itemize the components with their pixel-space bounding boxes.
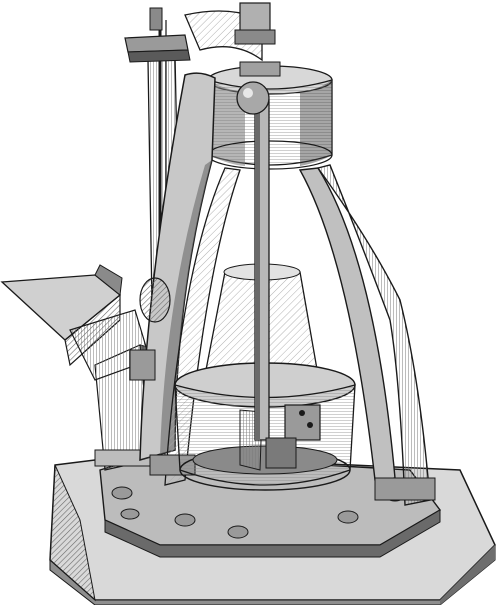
top-gearing [125, 3, 275, 62]
feed-hopper [2, 265, 150, 380]
upper-cylinder [208, 62, 332, 169]
